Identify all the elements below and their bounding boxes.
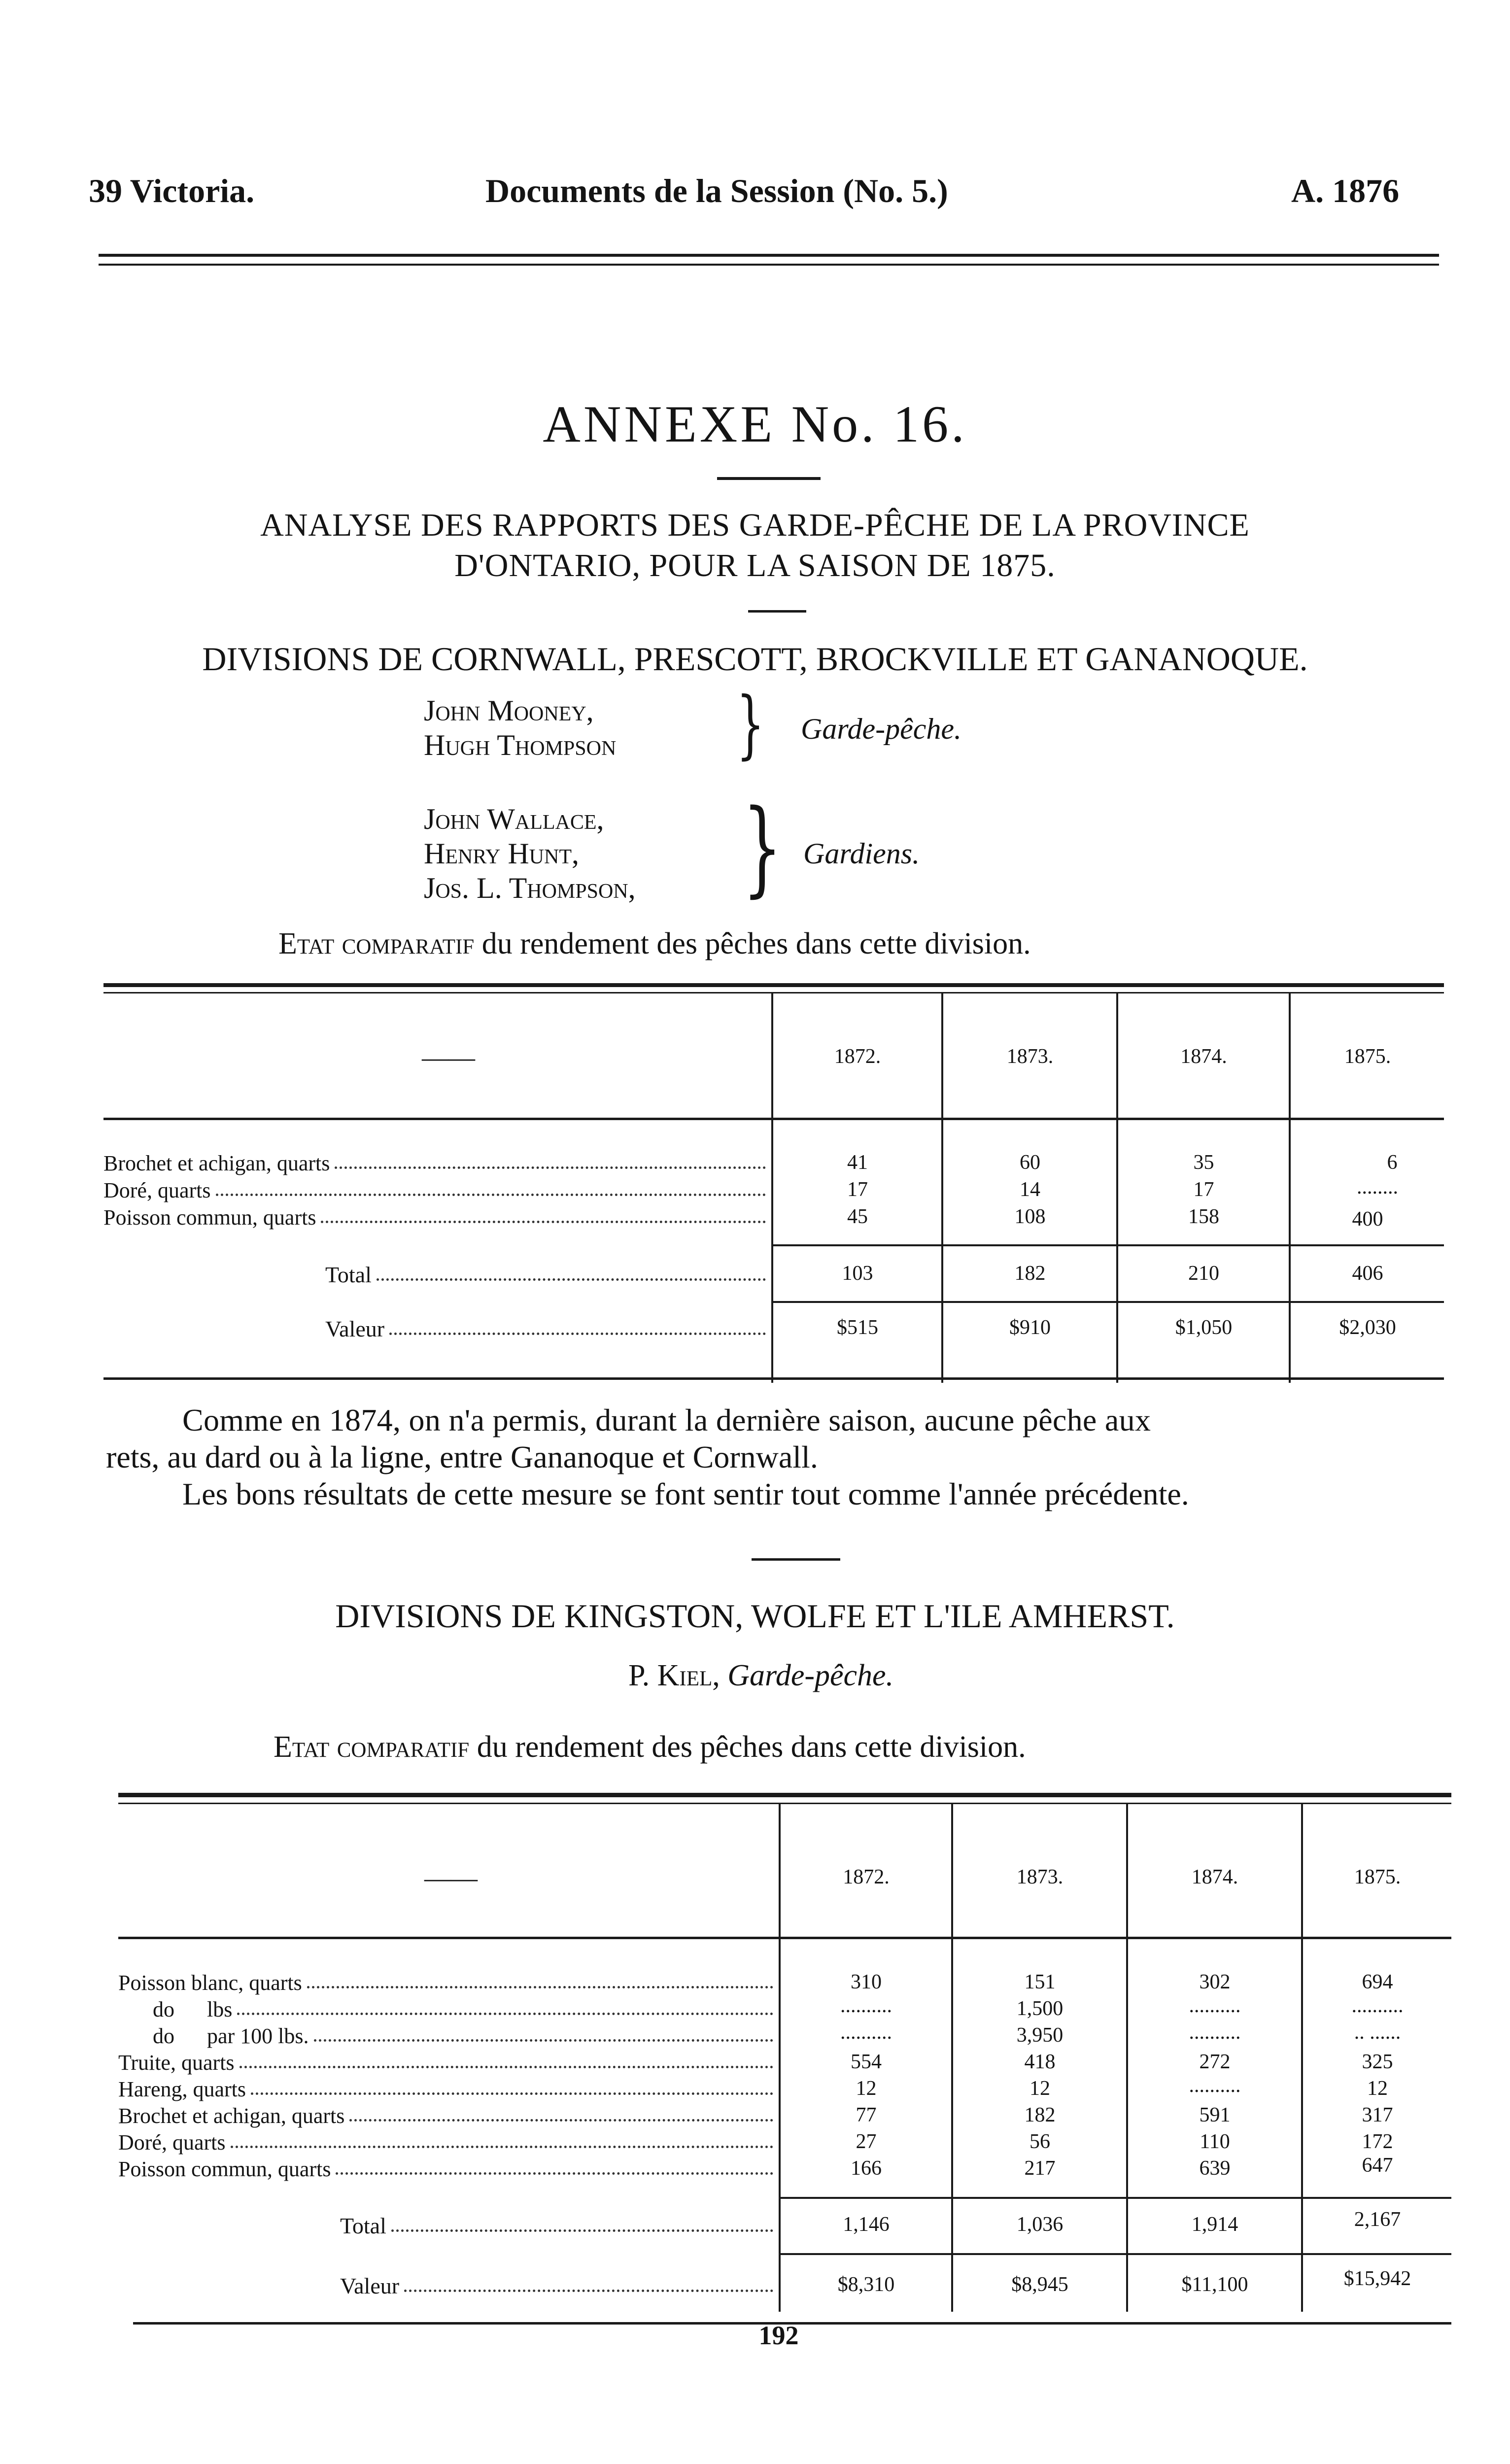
analysis-title-line2: D'ONTARIO, POUR LA SAISON DE 1875. (454, 548, 1056, 583)
table1-rule-top (103, 983, 1444, 987)
table2-cell: 639 (1199, 2157, 1231, 2180)
table1-cell: 17 (847, 1178, 868, 1201)
table2-valeur-rule (779, 2253, 1451, 2255)
table2-cell: 317 (1362, 2104, 1393, 2126)
table2-row-label: Truite, quarts (118, 2050, 776, 2075)
table2-cell: 166 (851, 2157, 882, 2180)
table2-cell: .......... (840, 2021, 892, 2044)
table2-cell: 1,500 (1016, 1997, 1064, 2020)
section1-etat-rest: du rendement des pêches dans cette division. (481, 927, 1031, 960)
table1-year-1873: 1873. (1006, 1045, 1054, 1068)
section1-guard-2: Henry Hunt, (424, 837, 579, 870)
table1-rule-top2 (103, 992, 1444, 993)
table2-total-label: Total (340, 2213, 776, 2239)
header-center: Documents de la Session (No. 5.) (485, 172, 948, 209)
table1-cell: 14 (1020, 1178, 1040, 1201)
table1-cell: 45 (847, 1205, 868, 1228)
table2-row-label: Brochet et achigan, quarts (118, 2103, 776, 2128)
table2-row-label: Poisson blanc, quarts (118, 1970, 776, 1995)
section2-etat-line (274, 1730, 1026, 1765)
table2-col-divider-4 (1301, 1804, 1303, 2312)
table2-cell: 182 (1024, 2104, 1056, 2126)
title-rule (717, 477, 821, 480)
table1-cell: 17 (1193, 1178, 1214, 1201)
table2-year-1875: 1875. (1354, 1866, 1401, 1888)
table1-header-dash: —— (422, 1043, 475, 1072)
section1-etat-line (278, 926, 1031, 961)
table1-valeur-cell: $2,030 (1339, 1316, 1396, 1339)
table1-cell: 60 (1020, 1151, 1040, 1174)
table1-cell: 108 (1014, 1205, 1046, 1228)
table1-total-label: Total (325, 1262, 769, 1288)
table1-row-label: Poisson commun, quarts (103, 1205, 769, 1230)
table1-header-rule (103, 1118, 1444, 1120)
table1-total-cell: 182 (1014, 1262, 1046, 1285)
table2-row-label: Poisson commun, quarts (118, 2156, 776, 2182)
section-separator (752, 1558, 840, 1561)
table1-cell: 41 (847, 1151, 868, 1174)
section2-etat-caps: Etat comparatif (274, 1730, 470, 1764)
table1-cell: 158 (1188, 1205, 1219, 1228)
table2-cell: 110 (1200, 2130, 1230, 2153)
table1-total-cell: 210 (1188, 1262, 1219, 1285)
table1-valeur-rule (771, 1301, 1444, 1303)
table1-col-divider-4 (1289, 993, 1291, 1383)
table1-cell: ........ (1357, 1176, 1398, 1198)
table1-valeur-cell: $910 (1009, 1316, 1051, 1339)
table2-year-1872: 1872. (843, 1866, 890, 1888)
table2-cell: 12 (1367, 2077, 1388, 2100)
table2-cell: 77 (856, 2104, 877, 2126)
table1-total-rule (771, 1244, 1444, 1246)
table2-total-cell: 1,914 (1191, 2213, 1238, 2236)
table2-cell: .......... (1351, 1994, 1404, 2017)
table2-col-divider-2 (951, 1804, 953, 2312)
table2-rule-top (118, 1793, 1451, 1797)
table2-cell: .......... (1189, 1994, 1241, 2017)
section1-etat-caps: Etat comparatif (278, 927, 475, 960)
page-number: 192 (758, 2321, 799, 2350)
section1-brace-2: } (742, 787, 782, 908)
table2-cell: .......... (1189, 2021, 1241, 2044)
table2-year-1874: 1874. (1191, 1866, 1238, 1888)
table1-year-1874: 1874. (1180, 1045, 1227, 1068)
table2-row-label: do lbs (153, 1997, 776, 2022)
table2-header-dash: —— (424, 1863, 478, 1893)
table2-cell: 12 (1030, 2077, 1050, 2100)
table2-cell: 302 (1199, 1971, 1231, 1993)
table1-cell: 6 (1387, 1151, 1398, 1174)
section2-warden (628, 1658, 893, 1693)
section1-guard-3: Jos. L. Thompson, (424, 872, 636, 904)
table2-valeur-cell: $8,310 (837, 2273, 895, 2296)
section1-role-2: Gardiens. (803, 837, 920, 870)
section1-paragraph-3: Les bons résultats de cette mesure se font sentir tout comme l'année précédente. (182, 1476, 1189, 1511)
table2-valeur-label: Valeur (340, 2273, 776, 2299)
header-left: 39 Victoria. (89, 172, 255, 209)
table2-cell: 694 (1362, 1971, 1393, 1993)
table2-cell: 310 (851, 1971, 882, 1993)
table1-total-cell: 103 (842, 1262, 873, 1285)
table1-col-divider-3 (1116, 993, 1118, 1383)
annexe-title: ANNEXE No. 16. (543, 395, 967, 453)
table2-cell: .. ...... (1354, 2021, 1401, 2044)
header-rule-top (99, 254, 1439, 257)
table2-cell: 27 (856, 2130, 877, 2153)
section2-warden-name: P. Kiel, (628, 1659, 720, 1692)
section1-role-1: Garde-pêche. (801, 713, 961, 745)
header-rule-bottom (99, 264, 1439, 266)
table2-header-rule (118, 1937, 1451, 1939)
section2-warden-role: Garde-pêche. (727, 1659, 894, 1692)
section1-title: DIVISIONS DE CORNWALL, PRESCOTT, BROCKVILLE ET GANANOQUE. (202, 640, 1308, 678)
table2-total-cell: 1,036 (1016, 2213, 1064, 2236)
table2-valeur-cell: $15,942 (1343, 2267, 1411, 2290)
table1-cell: 35 (1193, 1151, 1214, 1174)
table2-cell: 272 (1199, 2051, 1231, 2073)
section1-brace-1: } (736, 682, 765, 767)
table2-row-label: Hareng, quarts (118, 2077, 776, 2102)
table1-total-cell: 406 (1352, 1262, 1383, 1285)
section1-paragraph-1: Comme en 1874, on n'a permis, durant la dernière saison, aucune pêche aux (182, 1403, 1151, 1437)
section1-warden-2: Hugh Thompson (424, 729, 617, 761)
table2-col-divider-3 (1126, 1804, 1128, 2312)
table2-cell: 591 (1199, 2104, 1231, 2126)
table2-valeur-cell: $8,945 (1011, 2273, 1068, 2296)
table2-cell: 554 (851, 2051, 882, 2073)
table2-row-label: do par 100 lbs. (153, 2023, 776, 2049)
table2-cell: 56 (1030, 2130, 1050, 2153)
table2-cell: 3,950 (1016, 2024, 1064, 2047)
table2-col-divider-1 (779, 1804, 781, 2312)
table2-cell: .......... (840, 1994, 892, 2017)
table1-col-divider-1 (771, 993, 773, 1383)
table1-col-divider-2 (941, 993, 943, 1383)
section2-title: DIVISIONS DE KINGSTON, WOLFE ET L'ILE AMHERST. (335, 1597, 1175, 1635)
table2-cell: 418 (1024, 2051, 1056, 2073)
table1-valeur-cell: $515 (837, 1316, 878, 1339)
table1-valeur-label: Valeur (325, 1316, 769, 1342)
table1-year-1872: 1872. (834, 1045, 881, 1068)
header-right: A. 1876 (1291, 172, 1400, 209)
table2-year-1873: 1873. (1016, 1866, 1064, 1888)
section2-etat-rest: du rendement des pêches dans cette division. (477, 1730, 1026, 1764)
table2-total-cell: 2,167 (1354, 2208, 1401, 2231)
table2-rule-top2 (118, 1803, 1451, 1804)
analysis-title-line1: ANALYSE DES RAPPORTS DES GARDE-PÊCHE DE LA PROVINCE (260, 507, 1250, 543)
section1-paragraph-2: rets, au dard ou à la ligne, entre Gananoque et Cornwall. (106, 1439, 818, 1474)
table2-cell: 172 (1362, 2130, 1393, 2153)
table2-total-rule (779, 2197, 1451, 2199)
table1-cell: 400 (1352, 1208, 1383, 1231)
table2-cell: 12 (856, 2077, 877, 2100)
table1-row-label: Doré, quarts (103, 1178, 769, 1203)
section1-warden-1: John Mooney, (424, 694, 594, 727)
table2-row-label: Doré, quarts (118, 2130, 776, 2155)
table2-valeur-cell: $11,100 (1181, 2273, 1248, 2296)
table2-cell: 151 (1024, 1971, 1056, 1993)
table2-total-cell: 1,146 (843, 2213, 890, 2236)
table1-valeur-cell: $1,050 (1175, 1316, 1233, 1339)
table2-cell: 647 (1362, 2154, 1393, 2177)
table2-cell: 217 (1024, 2157, 1056, 2180)
table1-year-1875: 1875. (1344, 1045, 1391, 1068)
table1-row-label: Brochet et achigan, quarts (103, 1151, 769, 1176)
table2-cell: .......... (1189, 2074, 1241, 2097)
table1-rule-bottom (103, 1377, 1444, 1380)
table2-cell: 325 (1362, 2051, 1393, 2073)
section1-guard-1: John Wallace, (424, 803, 604, 835)
analysis-rule (748, 610, 806, 613)
